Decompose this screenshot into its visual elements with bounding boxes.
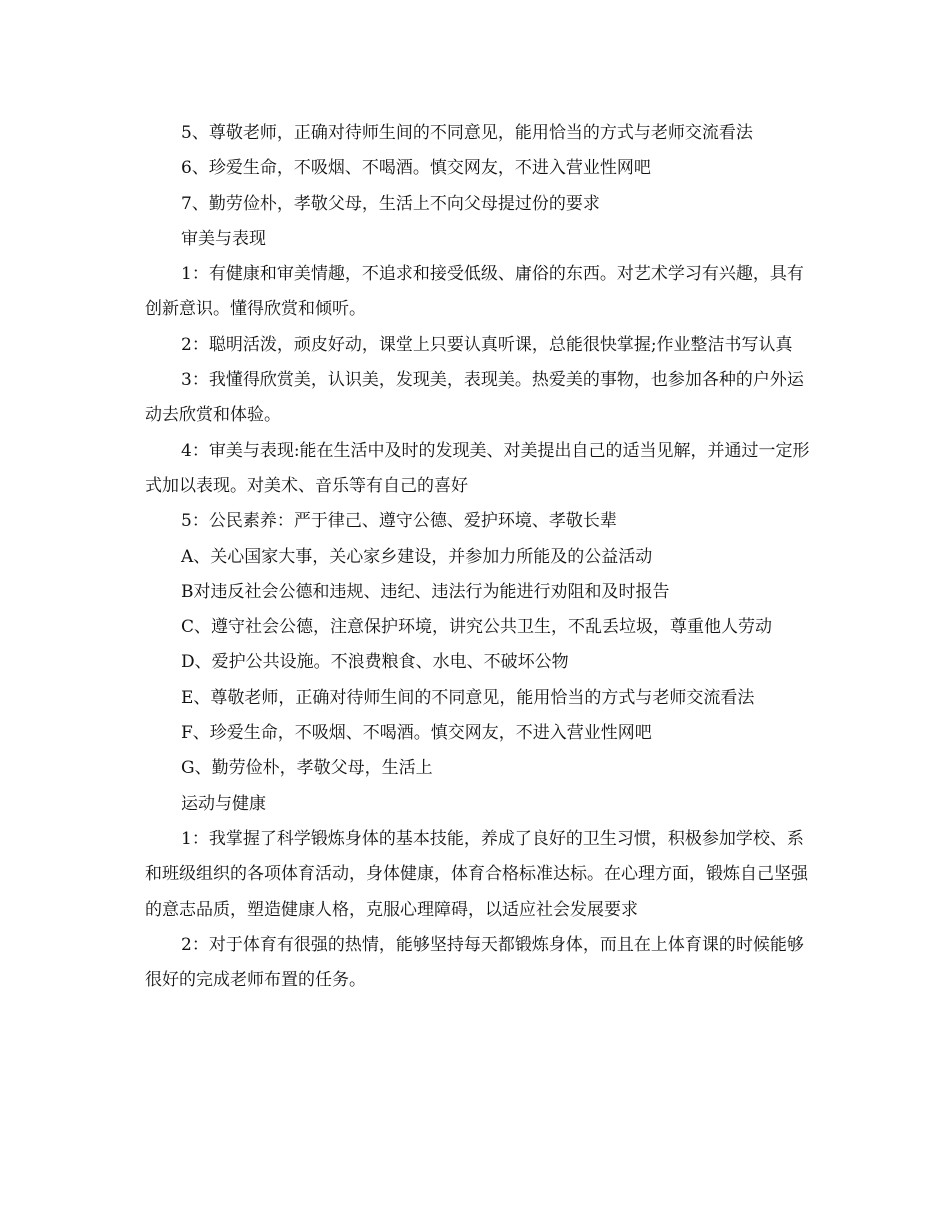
paragraph-civic-literacy: 5：公民素养：严于律己、遵守公德、爱护环境、孝敬长辈 xyxy=(181,511,617,532)
paragraph-cherish-life: 6、珍爱生命，不吸烟、不喝酒。慎交网友，不进入营业性网吧 xyxy=(181,158,651,179)
paragraph-item-b: B对违反社会公德和违规、违纪、违法行为能进行劝阻和及时报告 xyxy=(181,581,670,602)
paragraph-sports-1: 1：我掌握了科学锻炼身体的基本技能，养成了良好的卫生习惯，积极参加学校、系和班级组织的各项体育活动，身体健康，体育合格标准达标。在心理方面，锻炼自己坚强的意志品质，塑造健康人格，克服心理障碍，以适应社会发展要求 xyxy=(145,828,808,920)
paragraph-aesthetics-1: 1：有健康和审美情趣，不追求和接受低级、庸俗的东西。对艺术学习有兴趣，具有创新意识。懂得欣赏和倾听。 xyxy=(145,264,804,320)
paragraph-respect-teachers: 5、尊敬老师，正确对待师生间的不同意见，能用恰当的方式与老师交流看法 xyxy=(181,123,753,143)
paragraph-item-f: F、珍爱生命，不吸烟、不喝酒。慎交网友，不进入营业性网吧 xyxy=(181,723,652,744)
section-heading-aesthetics: 审美与表现 xyxy=(181,228,266,249)
paragraph-aesthetics-2: 2：聪明活泼，顽皮好动，课堂上只要认真听课，总能很快掌握;作业整洁书写认真 xyxy=(181,334,793,355)
paragraph-item-a: A、关心国家大事，关心家乡建设，并参加力所能及的公益活动 xyxy=(181,546,653,567)
paragraph-aesthetics-4: 4：审美与表现:能在生活中及时的发现美、对美提出自己的适当见解，并通过一定形式加以表现。对美术、音乐等有自己的喜好 xyxy=(145,440,810,496)
paragraph-item-g: G、勤劳俭朴，孝敬父母，生活上 xyxy=(181,758,433,779)
paragraph-item-e: E、尊敬老师，正确对待师生间的不同意见，能用恰当的方式与老师交流看法 xyxy=(181,687,755,708)
section-heading-sports-health: 运动与健康 xyxy=(181,793,266,814)
paragraph-sports-2: 2：对于体育有很强的热情，能够坚持每天都锻炼身体，而且在上体育课的时候能够很好的完成老师布置的任务。 xyxy=(145,934,804,991)
paragraph-thrift-filial: 7、勤劳俭朴，孝敬父母，生活上不向父母提过份的要求 xyxy=(181,193,600,214)
paragraph-item-d: D、爱护公共设施。不浪费粮食、水电、不破坏公物 xyxy=(181,652,569,673)
paragraph-item-c: C、遵守社会公德，注意保护环境，讲究公共卫生，不乱丢垃圾，尊重他人劳动 xyxy=(181,617,773,638)
paragraph-aesthetics-3: 3：我懂得欣赏美，认识美，发现美，表现美。热爱美的事物，也参加各种的户外运动去欣赏和体验。 xyxy=(145,370,804,426)
document-body xyxy=(145,116,813,998)
